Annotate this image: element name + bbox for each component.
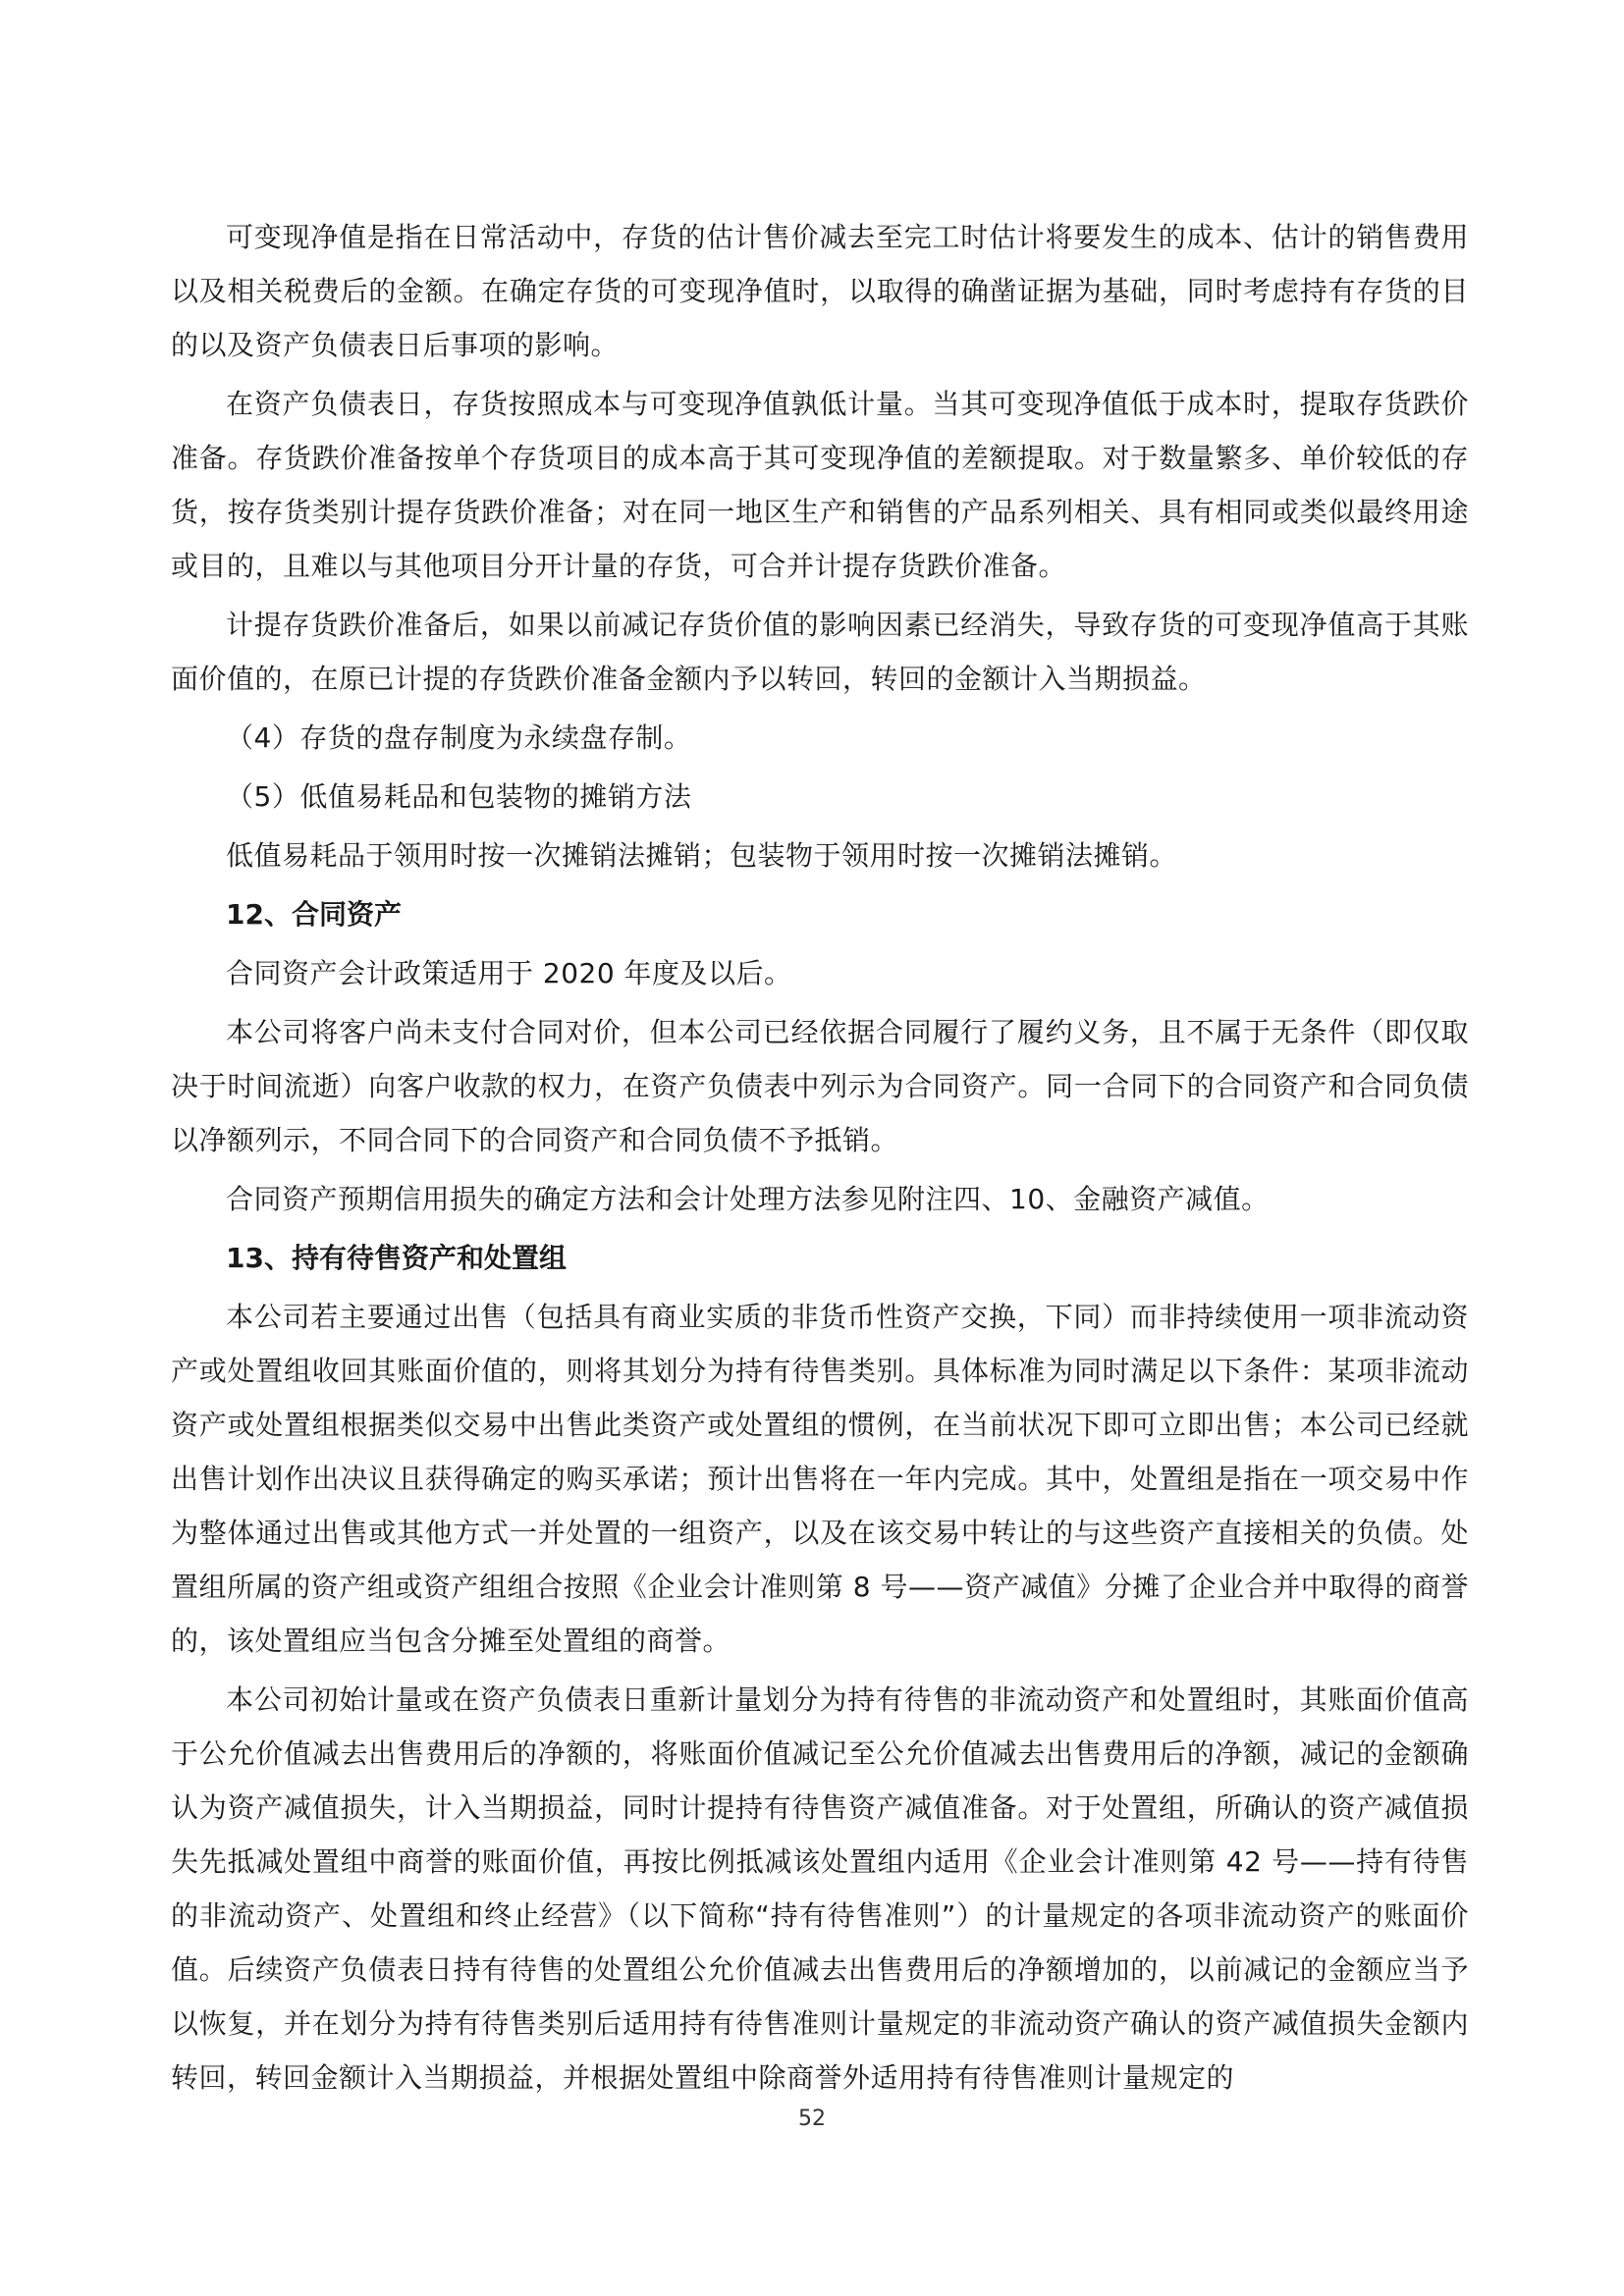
paragraph: 在资产负债表日，存货按照成本与可变现净值孰低计量。当其可变现净值低于成本时，提取存货跌价准备。存货跌价准备按单个存货项目的成本高于其可变现净值的差额提取。对于数量繁多、单价较低的存货，按存货类别计提存货跌价准备；对在同一地区生产和销售的产品系列相关、具有相同或类似最终用途或目的，且难以与其他项目分开计量的存货，可合并计提存货跌价准备。 [171, 388, 1469, 582]
paragraph: （4）存货的盘存制度为永续盘存制。 [226, 721, 692, 754]
section-heading: 13、持有待售资产和处置组 [226, 1242, 567, 1274]
paragraph: 低值易耗品于领用时按一次摊销法摊销；包装物于领用时按一次摊销法摊销。 [226, 839, 1178, 872]
page-body [171, 210, 1469, 2109]
paragraph: 合同资产预期信用损失的确定方法和会计处理方法参见附注四、10、金融资产减值。 [226, 1183, 1270, 1215]
paragraph: 合同资产会计政策适用于 2020 年度及以后。 [226, 957, 792, 989]
paragraph: 计提存货跌价准备后，如果以前减记存货价值的影响因素已经消失，导致存货的可变现净值高于其账面价值的，在原已计提的存货跌价准备金额内予以转回，转回的金额计入当期损益。 [171, 609, 1469, 695]
paragraph: 本公司若主要通过出售（包括具有商业实质的非货币性资产交换，下同）而非持续使用一项非流动资产或处置组收回其账面价值的，则将其划分为持有待售类别。具体标准为同时满足以下条件：某项非流动资产或处置组根据类似交易中出售此类资产或处置组的惯例，在当前状况下即可立即出售；本公司已经就出售计划作出决议且获得确定的购买承诺；预计出售将在一年内完成。其中，处置组是指在一项交易中作为整体通过出售或其他方式一并处置的一组资产，以及在该交易中转让的与这些资产直接相关的负债。处置组所属的资产组或资产组组合按照《企业会计准则第 8 号——资产减值》分摊了企业合并中取得的商誉的，该处置组应当包含分摊至处置组的商誉。 [171, 1301, 1469, 1657]
page-number: 52 [798, 2107, 826, 2131]
paragraph: 本公司将客户尚未支付合同对价，但本公司已经依据合同履行了履约义务，且不属于无条件（即仅取决于时间流逝）向客户收款的权力，在资产负债表中列示为合同资产。同一合同下的合同资产和合同负债以净额列示，不同合同下的合同资产和合同负债不予抵销。 [171, 1016, 1469, 1156]
paragraph: （5）低值易耗品和包装物的摊销方法 [226, 780, 692, 813]
paragraph: 本公司初始计量或在资产负债表日重新计量划分为持有待售的非流动资产和处置组时，其账面价值高于公允价值减去出售费用后的净额的，将账面价值减记至公允价值减去出售费用后的净额，减记的金额确认为资产减值损失，计入当期损益，同时计提持有待售资产减值准备。对于处置组，所确认的资产减值损失先抵减处置组中商誉的账面价值，再按比例抵减该处置组内适用《企业会计准则第 42 号——持有待售的非流动资产、处置组和终止经营》（以下简称“持有待售准则”）的计量规定的各项非流动资产的账面价值。后续资产负债表日持有待售的处置组公允价值减去出售费用后的净额增加的，以前减记的金额应当予以恢复，并在划分为持有待售类别后适用持有待售准则计量规定的非流动资产确认的资产减值损失金额内转回，转回金额计入当期损益，并根据处置组中除商誉外适用持有待售准则计量规定的 [171, 1683, 1469, 2094]
paragraph: 可变现净值是指在日常活动中，存货的估计售价减去至完工时估计将要发生的成本、估计的销售费用以及相关税费后的金额。在确定存货的可变现净值时，以取得的确凿证据为基础，同时考虑持有存货的目的以及资产负债表日后事项的影响。 [171, 221, 1469, 361]
section-heading: 12、合同资产 [226, 898, 402, 931]
